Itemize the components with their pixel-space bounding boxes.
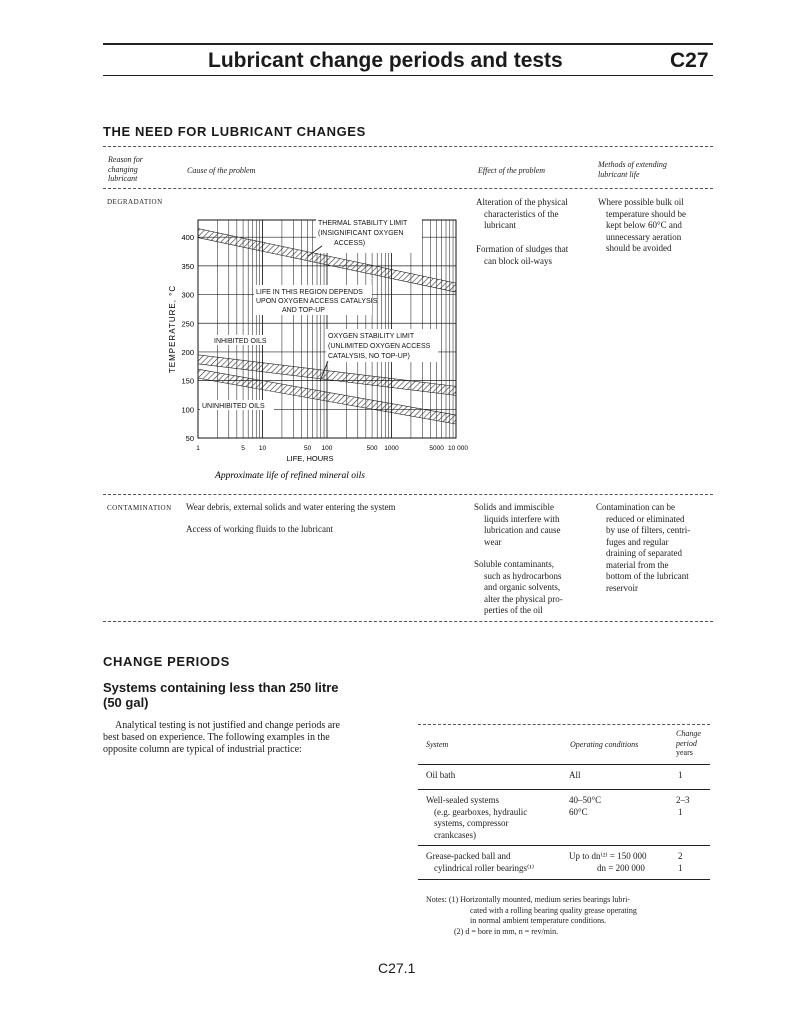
chart-caption: Approximate life of refined mineral oils [215,471,365,481]
col-head-cause: Cause of the problem [187,166,256,175]
y-tick-350: 350 [181,261,194,271]
contamination-methods: Contamination can be reduced or eliminated by use of filters, centri- fuges and regular draining of separated material from the bottom of the lubricant reservoir [596,502,691,593]
col-head-effect: Effect of the problem [478,166,546,175]
col-head-reason: Reason for changing lubricant [108,155,143,183]
subheading-small-systems: Systems containing less than 250 litre (50 gal) [103,680,339,710]
row-label-contamination: CONTAMINATION [107,504,172,512]
x-tick-4: 100 [321,445,333,452]
header-bottom-rule [103,75,713,76]
table2-top-rule [418,724,710,725]
x-tick-3: 50 [303,445,312,452]
table2-row2-conditions: 40–50°C 60°C [569,795,602,817]
section-code: C27 [670,49,709,72]
y-tick-200: 200 [181,347,194,357]
degradation-effect-1: Alteration of the physical characteristics of the lubricant [476,197,568,230]
table2-row1-system: Oil bath [426,770,456,780]
degradation-methods: Where possible bulk oil temperature should be kept below 60°C and unnecessary aeration should be avoided [598,197,686,253]
table2-row3-system: Grease-packed ball and cylindrical roller bearings⁽¹⁾ [426,851,535,873]
table2-row3-period: 2 1 [678,851,683,873]
col-head-methods: Methods of extending lubricant life [598,160,667,179]
x-axis-label: LIFE, HOURS [286,454,334,463]
y-tick-400: 400 [181,233,194,243]
x-tick-labels [196,445,468,452]
annot-thermal-2: (INSIGNIFICANT OXYGEN [318,230,404,237]
section-heading-need: THE NEED FOR LUBRICANT CHANGES [103,124,366,139]
section-heading-change-periods: CHANGE PERIODS [103,654,230,669]
degradation-row-rule [103,494,713,495]
y-tick-100: 100 [181,405,194,415]
table-top-rule [103,146,713,147]
contamination-effect-1: Solids and immiscible liquids interfere with lubrication and cause wear [474,502,561,547]
contamination-cause-1: Wear debris, external solids and water entering the system [186,502,396,512]
table-header-rule [103,188,713,189]
y-tick-150: 150 [181,376,194,386]
table2-header-rule [418,764,710,765]
header-top-rule [103,43,713,45]
contamination-effect-2: Soluble contaminants, such as hydrocarbons and organic solvents, alter the physical pro- perties of the oil [474,559,563,615]
annot-oxygen-1: OXYGEN STABILITY LIMIT [328,333,415,340]
annot-thermal-1: THERMAL STABILITY LIMIT [318,220,408,227]
annot-oxygen-3: CATALYSIS, NO TOP-UP) [328,353,410,360]
oil-life-chart [150,205,480,495]
table2-bottom-rule [418,879,710,880]
intro-paragraph: Analytical testing is not justified and change periods are best based on experience. The following examples in the opposite column are typical of industrial practice: [103,720,340,755]
annot-uninhibited: UNINHIBITED OILS [202,403,265,410]
x-tick-1: 5 [241,445,245,452]
x-tick-6: 1000 [384,445,399,452]
table2-row1-rule [418,789,710,790]
page-title: Lubricant change periods and tests [208,49,563,72]
y-tick-50: 50 [185,434,194,443]
x-tick-7: 5000 [429,445,444,452]
x-tick-8: 10 000 [448,445,468,452]
table2-row2-rule [418,845,710,846]
y-tick-labels [181,233,194,443]
y-tick-250: 250 [181,319,194,329]
row-label-degradation: DEGRADATION [107,198,163,206]
x-tick-5: 500 [366,445,378,452]
page-number: C27.1 [378,960,416,976]
annot-thermal-3: ACCESS) [334,240,366,247]
table2-row1-conditions: All [569,770,581,780]
section1-bottom-rule [103,621,713,622]
annot-inhibited: INHIBITED OILS [214,338,267,345]
degradation-effect-2: Formation of sludges that can block oil-ways [476,244,569,266]
table2-head-system: System [426,740,449,749]
table2-row1-period: 1 [678,770,683,780]
y-tick-300: 300 [181,290,194,300]
table2-notes: Notes: (1) Horizontally mounted, medium series bearings lubri- cated with a rolling bearing quality grease operating in normal ambient temperature conditions. (2) d = bore in mm, n = rev/min. [426,895,637,936]
contamination-cause-2: Access of working fluids to the lubricant [186,524,333,534]
annot-life-2: UPON OXYGEN ACCESS CATALYSIS [256,298,378,305]
table2-row2-system: Well-sealed systems (e.g. gearboxes, hydraulic systems, compressor crankcases) [426,795,528,840]
table2-head-conditions: Operating conditions [570,740,639,749]
y-axis-label: TEMPERATURE, °C [168,284,177,374]
annot-life-3: AND TOP-UP [282,307,325,314]
annot-life-1: LIFE IN THIS REGION DEPENDS [256,289,363,296]
annot-oxygen-2: (UNLIMITED OXYGEN ACCESS [328,343,431,350]
x-tick-0: 1 [196,445,200,452]
table2-row2-period: 2–3 1 [676,795,690,817]
table2-head-period: Change period years [676,729,701,757]
table2-row3-conditions: Up to dn⁽²⁾ = 150 000 dn = 200 000 [569,851,647,873]
x-tick-2: 10 [258,445,267,452]
